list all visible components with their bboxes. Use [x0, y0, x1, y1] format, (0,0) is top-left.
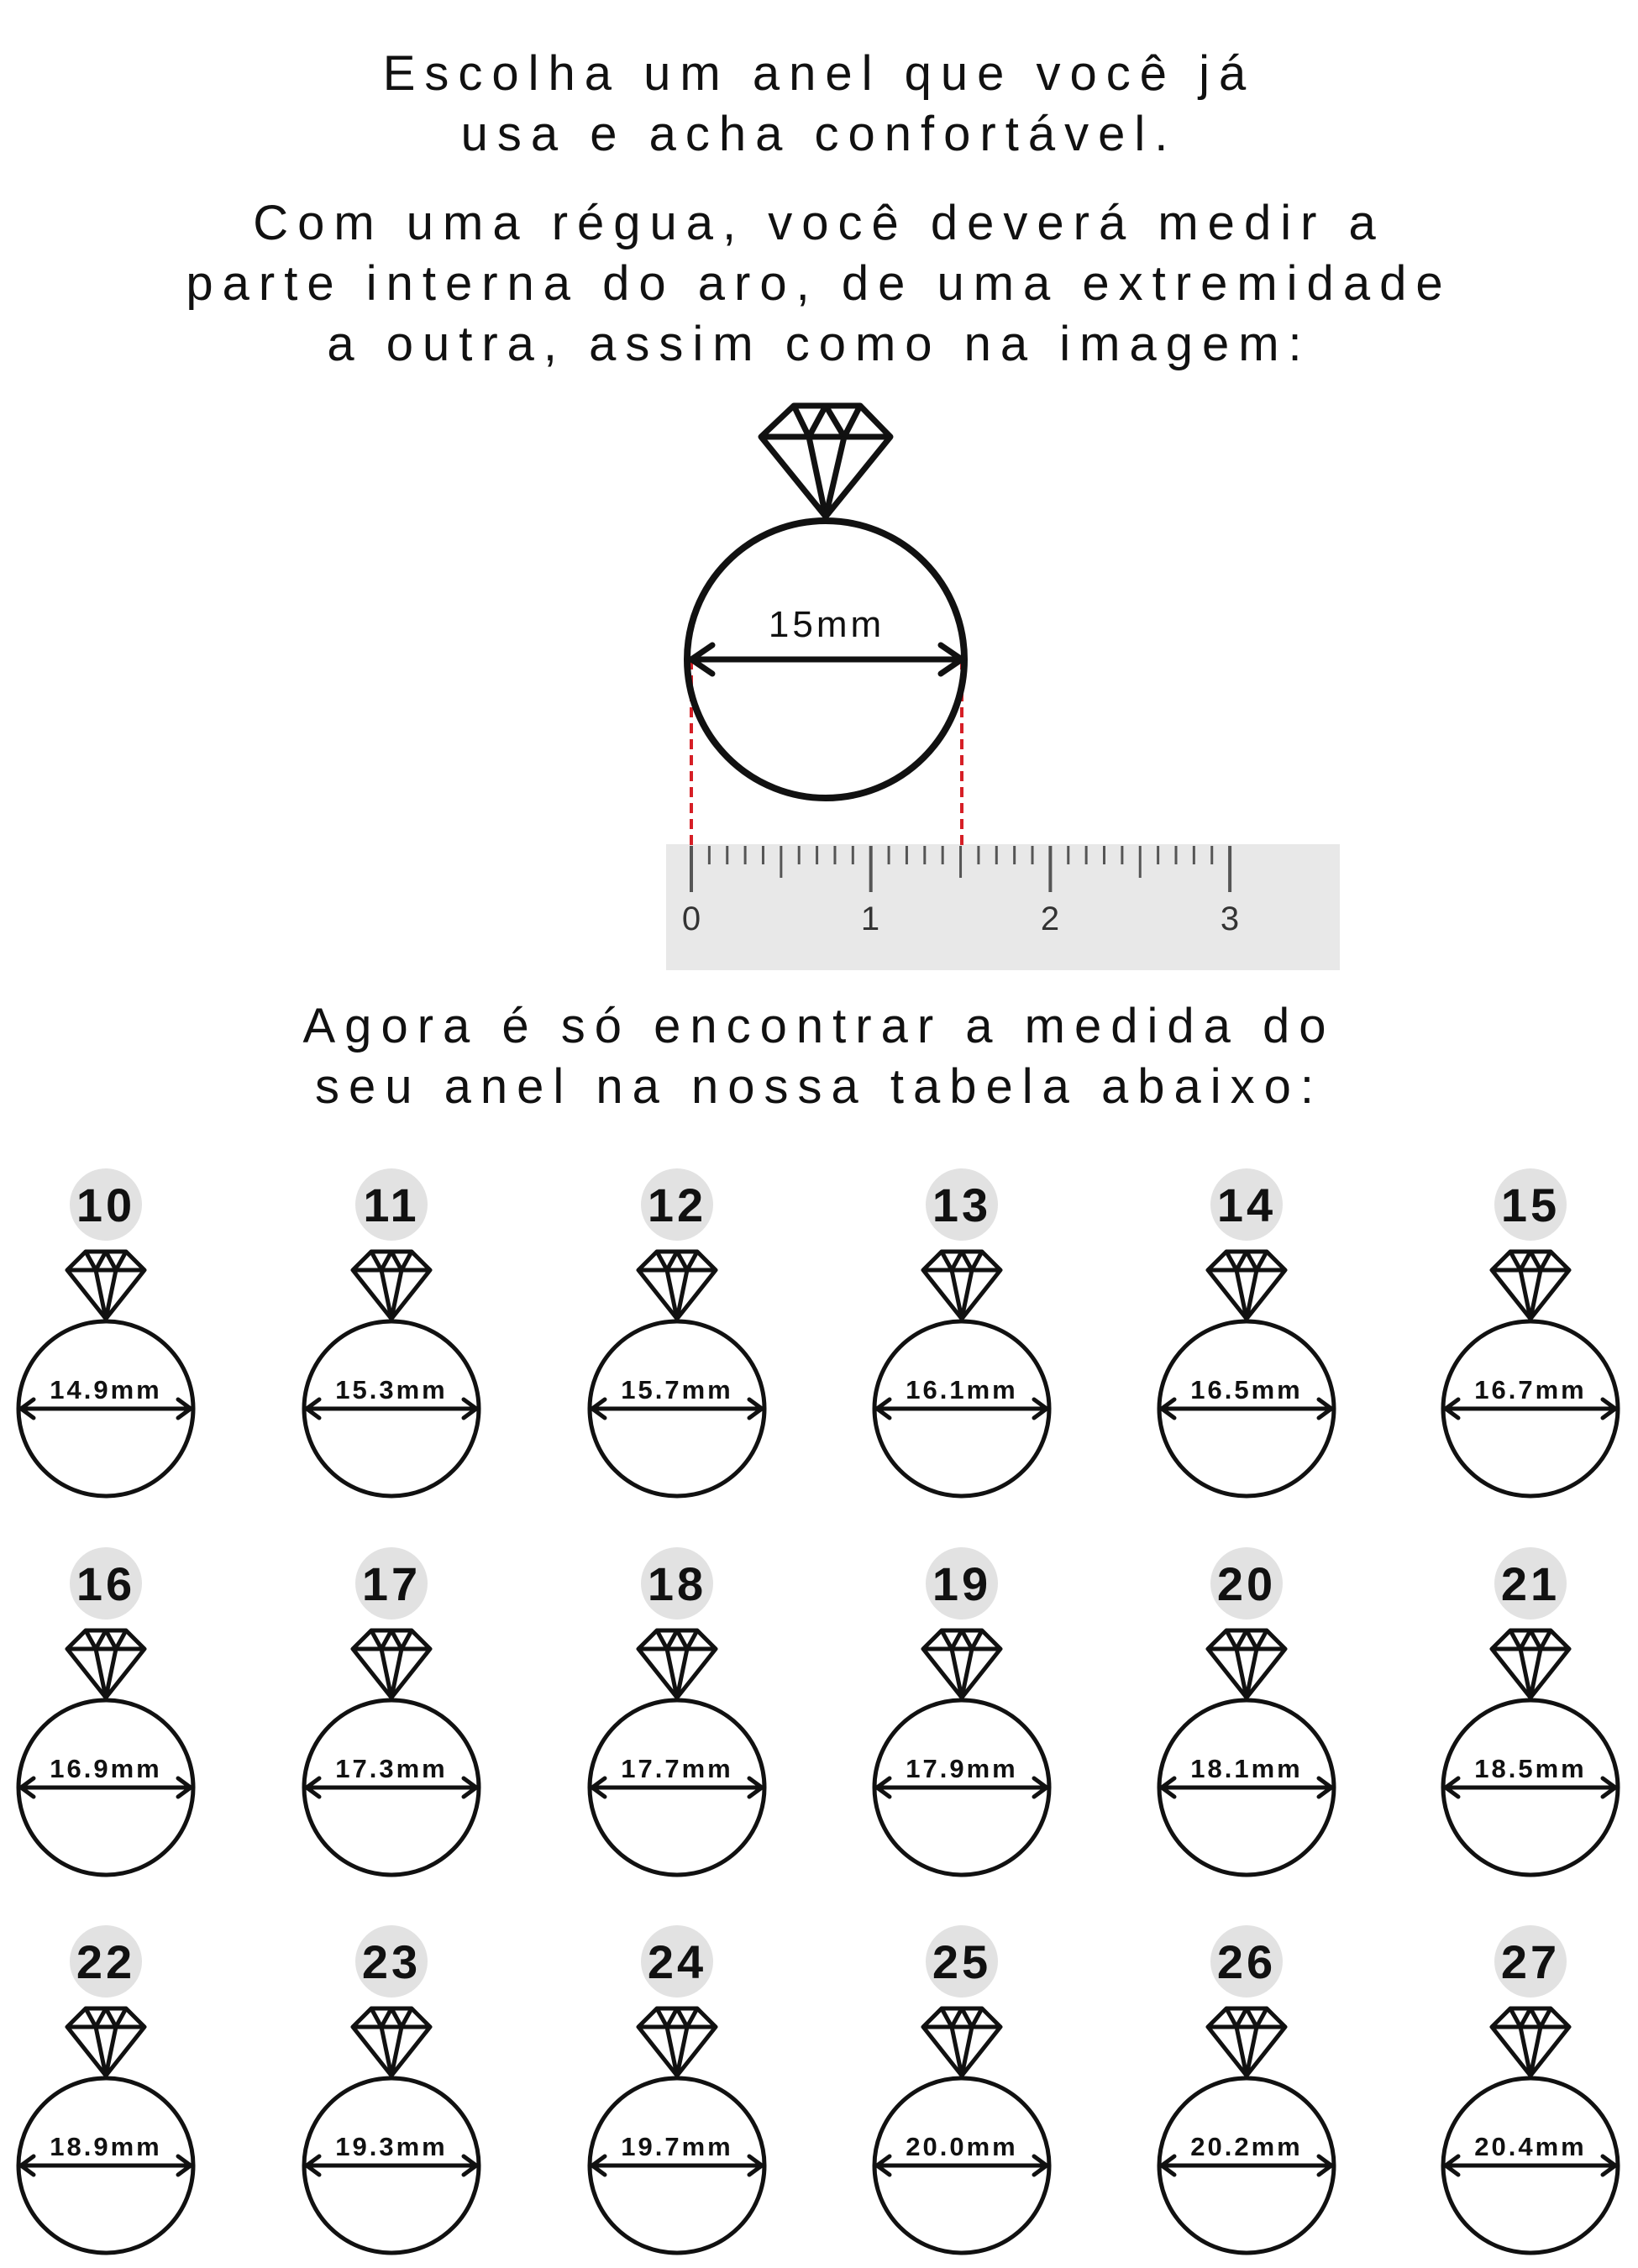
size-number: 15 — [1500, 1179, 1561, 1231]
size-number: 12 — [647, 1179, 707, 1231]
instruction-line: a outra, assim como na imagem: — [327, 317, 1311, 371]
size-number: 10 — [76, 1179, 136, 1231]
size-measure-label: 19.3mm — [335, 2132, 448, 2161]
ring-size-item — [874, 1547, 1049, 1875]
size-measure-label: 14.9mm — [50, 1375, 162, 1404]
instruction-line: Escolha um anel que você já — [382, 46, 1256, 101]
ruler-label: 2 — [1040, 900, 1060, 937]
size-measure-label: 18.5mm — [1474, 1754, 1587, 1783]
size-number: 21 — [1500, 1557, 1561, 1610]
ring-size-item — [1443, 1925, 1618, 2253]
size-number: 20 — [1216, 1557, 1277, 1610]
diamond-icon — [923, 2008, 1000, 2076]
ring-size-item — [18, 1547, 193, 1875]
ring-size-item — [1159, 1547, 1334, 1875]
size-measure-label: 17.7mm — [621, 1754, 733, 1783]
diamond-icon — [353, 1630, 430, 1698]
diamond-icon — [67, 1252, 144, 1319]
size-number: 25 — [932, 1935, 992, 1988]
diamond-icon — [1208, 1630, 1285, 1698]
size-measure-label: 16.1mm — [906, 1375, 1018, 1404]
ring-size-item — [18, 1168, 193, 1496]
diamond-icon — [638, 1252, 716, 1319]
size-measure-label: 18.9mm — [50, 2132, 162, 2161]
size-number: 26 — [1216, 1935, 1277, 1988]
diamond-icon — [1492, 1630, 1569, 1698]
ring-size-item — [874, 1168, 1049, 1496]
ring-size-item — [590, 1925, 764, 2253]
size-measure-label: 20.4mm — [1474, 2132, 1587, 2161]
size-number: 13 — [932, 1179, 992, 1231]
size-measure-label: 15.3mm — [335, 1375, 448, 1404]
size-measure-label: 16.7mm — [1474, 1375, 1587, 1404]
diamond-icon — [638, 2008, 716, 2076]
diamond-icon — [353, 1252, 430, 1319]
diamond-icon — [638, 1630, 716, 1698]
size-number: 11 — [363, 1179, 420, 1231]
size-number: 27 — [1500, 1935, 1561, 1988]
diamond-icon — [923, 1630, 1000, 1698]
diamond-icon — [1492, 2008, 1569, 2076]
size-number: 22 — [76, 1935, 136, 1988]
size-number: 14 — [1216, 1179, 1277, 1231]
diamond-icon — [923, 1252, 1000, 1319]
size-number: 23 — [361, 1935, 422, 1988]
instruction-line: usa e acha confortável. — [460, 107, 1178, 161]
size-measure-label: 17.3mm — [335, 1754, 448, 1783]
size-measure-label: 20.0mm — [906, 2132, 1018, 2161]
size-number: 18 — [647, 1557, 707, 1610]
size-measure-label: 16.5mm — [1190, 1375, 1303, 1404]
diamond-icon — [353, 2008, 430, 2076]
size-measure-label: 15.7mm — [621, 1375, 733, 1404]
size-measure-label: 18.1mm — [1190, 1754, 1303, 1783]
size-measure-label: 16.9mm — [50, 1754, 162, 1783]
ring-size-item — [1159, 1168, 1334, 1496]
size-measure-label: 17.9mm — [906, 1754, 1018, 1783]
size-number: 17 — [361, 1557, 422, 1610]
instruction-line: parte interna do aro, de uma extremidade — [186, 256, 1452, 311]
ring-size-item — [1443, 1168, 1618, 1496]
ruler-label: 1 — [860, 900, 880, 937]
diamond-icon — [67, 1630, 144, 1698]
ring-size-item — [304, 1547, 479, 1875]
ring-size-item — [874, 1925, 1049, 2253]
instruction-line: Com uma régua, você deverá medir a — [253, 196, 1385, 250]
size-measure-label: 19.7mm — [621, 2132, 733, 2161]
ring-size-item — [304, 1168, 479, 1496]
instruction-line: Agora é só encontrar a medida do — [302, 999, 1336, 1053]
diamond-icon — [1208, 1252, 1285, 1319]
ring-size-item — [590, 1168, 764, 1496]
size-number: 16 — [76, 1557, 136, 1610]
diamond-icon — [1208, 2008, 1285, 2076]
size-number: 24 — [647, 1935, 707, 1988]
ring-size-item — [18, 1925, 193, 2253]
instruction-line: seu anel na nossa tabela abaixo: — [314, 1059, 1324, 1114]
size-number: 19 — [932, 1557, 992, 1610]
ring-size-item — [590, 1547, 764, 1875]
size-measure-label: 20.2mm — [1190, 2132, 1303, 2161]
ruler-label: 0 — [681, 900, 701, 937]
measure-label: 15mm — [768, 604, 885, 645]
ruler-label: 3 — [1220, 900, 1240, 937]
ring-size-item — [304, 1925, 479, 2253]
diamond-icon — [67, 2008, 144, 2076]
ring-size-item — [1443, 1547, 1618, 1875]
diamond-icon — [1492, 1252, 1569, 1319]
ring-size-item — [1159, 1925, 1334, 2253]
